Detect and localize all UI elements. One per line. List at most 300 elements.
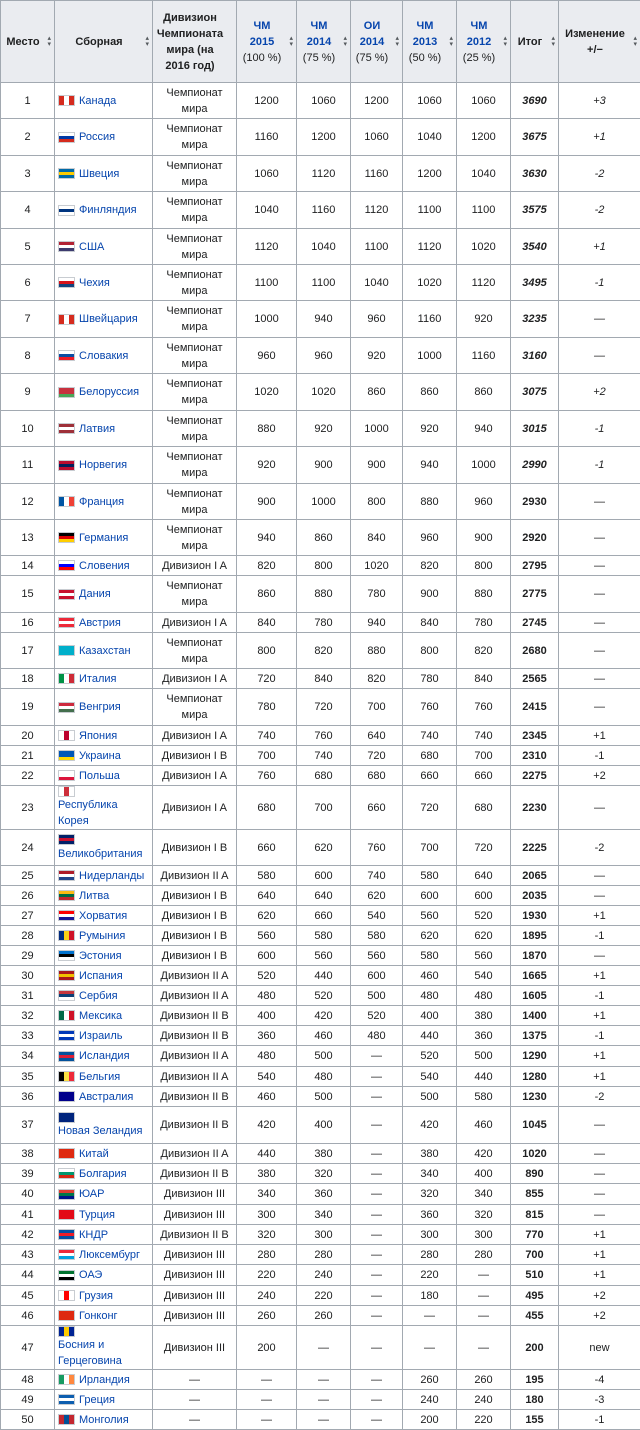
change-cell: -2 xyxy=(559,192,640,229)
og2014-cell: — xyxy=(351,1164,403,1184)
total-cell: 3630 xyxy=(511,156,559,192)
division-cell: Дивизион II A xyxy=(153,1046,237,1067)
team-link[interactable]: ОАЭ xyxy=(79,1267,102,1283)
og2014-cell: 880 xyxy=(351,633,403,669)
table-row xyxy=(1,1390,640,1410)
total-cell: 815 xyxy=(511,1205,559,1225)
table-row xyxy=(1,338,640,374)
team-link[interactable]: Австралия xyxy=(79,1089,133,1105)
team-link[interactable]: Республика Корея xyxy=(58,797,149,829)
wc2015-cell: 480 xyxy=(237,1046,297,1067)
wc2013-cell: 540 xyxy=(403,1067,457,1087)
division-cell: Дивизион II A xyxy=(153,966,237,986)
wc2015-cell: — xyxy=(237,1410,297,1430)
place-cell: 12 xyxy=(1,484,55,520)
header-wc2015[interactable]: ЧМ 2015 (100 %) ▴ ▾ xyxy=(237,1,297,83)
wc2014-cell: 800 xyxy=(297,556,351,576)
bulgaria-flag-icon xyxy=(58,1168,75,1179)
team-link[interactable]: Нидерланды xyxy=(79,868,144,884)
wc2015-cell: 240 xyxy=(237,1286,297,1306)
wc2012-cell: 800 xyxy=(457,556,511,576)
total-cell: 1400 xyxy=(511,1006,559,1026)
team-cell xyxy=(55,946,153,966)
team-cell xyxy=(55,926,153,946)
header-og2014[interactable]: ОИ 2014 (75 %) ▴ ▾ xyxy=(351,1,403,83)
total-cell: 510 xyxy=(511,1265,559,1286)
division-cell: Дивизион II B xyxy=(153,1164,237,1184)
team-cell xyxy=(55,1026,153,1046)
team-link[interactable]: Эстония xyxy=(79,948,122,964)
wc2012-cell: 860 xyxy=(457,374,511,411)
total-cell: 2990 xyxy=(511,447,559,484)
team-link[interactable]: Финляндия xyxy=(79,202,137,218)
wc2014-cell: 1100 xyxy=(297,265,351,301)
og2014-cell: 1000 xyxy=(351,411,403,447)
ireland-flag-icon xyxy=(58,1374,75,1385)
wc2013-cell: 960 xyxy=(403,520,457,556)
wc2012-cell: — xyxy=(457,1286,511,1306)
place-cell: 32 xyxy=(1,1006,55,1026)
place-cell: 38 xyxy=(1,1144,55,1164)
team-link[interactable]: Босния и Герцеговина xyxy=(58,1337,149,1369)
header-team[interactable]: Сборная ▴ ▾ xyxy=(55,1,153,83)
table-row xyxy=(1,374,640,411)
team-cell xyxy=(55,633,153,669)
total-cell: 890 xyxy=(511,1164,559,1184)
finland-flag-icon xyxy=(58,205,75,216)
wc2014-cell: 260 xyxy=(297,1306,351,1326)
wc2012-cell: 260 xyxy=(457,1370,511,1390)
team-link[interactable]: Канада xyxy=(79,93,116,109)
division-cell: Дивизион I B xyxy=(153,886,237,906)
place-cell: 29 xyxy=(1,946,55,966)
team-link[interactable]: Германия xyxy=(79,530,128,546)
change-cell: -2 xyxy=(559,1087,640,1107)
wc2012-cell: 1020 xyxy=(457,229,511,265)
wc2015-cell: 880 xyxy=(237,411,297,447)
change-cell: +1 xyxy=(559,119,640,156)
og2014-cell: 820 xyxy=(351,669,403,689)
table-row xyxy=(1,1026,640,1046)
place-cell: 11 xyxy=(1,447,55,484)
wc2013-cell: 240 xyxy=(403,1390,457,1410)
france-flag-icon xyxy=(58,496,75,507)
header-wc2015-weight: (100 %) xyxy=(240,50,284,66)
division-cell: Чемпионат мира xyxy=(153,119,237,156)
og2014-cell: — xyxy=(351,1184,403,1205)
wc2012-cell: 640 xyxy=(457,866,511,886)
og2014-cell: 560 xyxy=(351,946,403,966)
wc2013-cell: 800 xyxy=(403,633,457,669)
table-row xyxy=(1,1225,640,1245)
team-link[interactable]: Сербия xyxy=(79,988,118,1004)
wc2012-cell: 780 xyxy=(457,613,511,633)
wc2012-cell: 1060 xyxy=(457,83,511,119)
luxembourg-flag-icon xyxy=(58,1249,75,1260)
wc2013-cell: 460 xyxy=(403,966,457,986)
team-link[interactable]: Россия xyxy=(79,129,115,145)
team-link[interactable]: Хорватия xyxy=(79,908,127,924)
wc2015-cell: 860 xyxy=(237,576,297,613)
place-cell: 42 xyxy=(1,1225,55,1245)
division-cell: Чемпионат мира xyxy=(153,265,237,301)
team-link[interactable]: Гонконг xyxy=(79,1308,118,1324)
wc2013-cell: 1040 xyxy=(403,119,457,156)
total-cell: 195 xyxy=(511,1370,559,1390)
header-og2014-weight: (75 %) xyxy=(354,50,390,66)
wc2013-cell: 900 xyxy=(403,576,457,613)
total-cell: 3160 xyxy=(511,338,559,374)
division-cell: Дивизион II A xyxy=(153,1144,237,1164)
table-row xyxy=(1,265,640,301)
team-cell xyxy=(55,520,153,556)
wc2013-cell: 740 xyxy=(403,726,457,746)
change-cell: -2 xyxy=(559,156,640,192)
team-cell xyxy=(55,1265,153,1286)
wc2015-cell: 1000 xyxy=(237,301,297,338)
place-cell: 13 xyxy=(1,520,55,556)
place-cell: 1 xyxy=(1,83,55,119)
change-cell: +1 xyxy=(559,1265,640,1286)
header-wc2014[interactable]: ЧМ 2014 (75 %) ▴ ▾ xyxy=(297,1,351,83)
wc2012-cell: 520 xyxy=(457,906,511,926)
wc2015-cell: 220 xyxy=(237,1265,297,1286)
total-cell: 1045 xyxy=(511,1107,559,1144)
header-wc2013[interactable]: ЧМ 2013 (50 %) ▴ ▾ xyxy=(403,1,457,83)
wc2014-cell: 660 xyxy=(297,906,351,926)
division-cell: Дивизион I A xyxy=(153,613,237,633)
team-link[interactable]: Румыния xyxy=(79,928,125,944)
team-link[interactable]: Белоруссия xyxy=(79,384,139,400)
team-cell xyxy=(55,1006,153,1026)
austria-flag-icon xyxy=(58,617,75,628)
team-link[interactable]: Греция xyxy=(79,1392,115,1408)
wc2014-cell: — xyxy=(297,1410,351,1430)
table-row xyxy=(1,1087,640,1107)
team-link[interactable]: Словакия xyxy=(79,348,128,364)
place-cell: 40 xyxy=(1,1184,55,1205)
wc2013-cell: 680 xyxy=(403,746,457,766)
division-cell: Чемпионат мира xyxy=(153,156,237,192)
slovenia-flag-icon xyxy=(58,560,75,571)
place-cell: 2 xyxy=(1,119,55,156)
team-link[interactable]: Чехия xyxy=(79,275,110,291)
division-cell: Дивизион II B xyxy=(153,1006,237,1026)
team-cell xyxy=(55,1326,153,1370)
wc2013-cell: 560 xyxy=(403,906,457,926)
total-cell: 3075 xyxy=(511,374,559,411)
place-cell: 18 xyxy=(1,669,55,689)
place-cell: 6 xyxy=(1,265,55,301)
team-cell xyxy=(55,1286,153,1306)
og2014-cell: 760 xyxy=(351,830,403,866)
place-cell: 27 xyxy=(1,906,55,926)
team-link[interactable]: Австрия xyxy=(79,615,121,631)
usa-flag-icon xyxy=(58,241,75,252)
team-link[interactable]: Норвегия xyxy=(79,457,127,473)
change-cell: — xyxy=(559,338,640,374)
czech-flag-icon xyxy=(58,277,75,288)
division-cell: Чемпионат мира xyxy=(153,83,237,119)
wc2013-cell: 620 xyxy=(403,926,457,946)
header-wc2012[interactable]: ЧМ 2012 (25 %) ▴ ▾ xyxy=(457,1,511,83)
og2014-cell: 1100 xyxy=(351,229,403,265)
hongkong-flag-icon xyxy=(58,1310,75,1321)
division-cell: Чемпионат мира xyxy=(153,301,237,338)
wc2012-cell: 220 xyxy=(457,1410,511,1430)
team-link[interactable]: Венгрия xyxy=(79,699,121,715)
change-cell: — xyxy=(559,520,640,556)
change-cell: -1 xyxy=(559,1026,640,1046)
wc2012-cell: 1040 xyxy=(457,156,511,192)
wc2012-cell: 500 xyxy=(457,1046,511,1067)
team-link[interactable]: Китай xyxy=(79,1146,109,1162)
wc2015-cell: 600 xyxy=(237,946,297,966)
division-cell: Чемпионат мира xyxy=(153,576,237,613)
total-cell: 2065 xyxy=(511,866,559,886)
header-change[interactable]: Изменение +/− ▴ ▾ xyxy=(559,1,640,83)
table-row xyxy=(1,613,640,633)
division-cell: — xyxy=(153,1390,237,1410)
og2014-cell: — xyxy=(351,1205,403,1225)
team-link[interactable]: Болгария xyxy=(79,1166,127,1182)
change-cell: — xyxy=(559,484,640,520)
team-cell xyxy=(55,689,153,726)
table-row xyxy=(1,766,640,786)
wc2014-cell: 680 xyxy=(297,766,351,786)
team-link[interactable]: Люксембург xyxy=(79,1247,140,1263)
change-cell: -1 xyxy=(559,926,640,946)
division-cell: Дивизион III xyxy=(153,1245,237,1265)
change-cell: +2 xyxy=(559,1306,640,1326)
wc2012-cell: 460 xyxy=(457,1107,511,1144)
change-cell: — xyxy=(559,1205,640,1225)
place-cell: 16 xyxy=(1,613,55,633)
team-cell xyxy=(55,886,153,906)
total-cell: 1375 xyxy=(511,1026,559,1046)
team-link[interactable]: Израиль xyxy=(79,1028,122,1044)
table-row xyxy=(1,119,640,156)
wc2014-cell: 500 xyxy=(297,1046,351,1067)
team-link[interactable]: Монголия xyxy=(79,1412,129,1428)
team-link[interactable]: КНДР xyxy=(79,1227,108,1243)
croatia-flag-icon xyxy=(58,910,75,921)
wc2015-cell: 200 xyxy=(237,1326,297,1370)
team-link[interactable]: ЮАР xyxy=(79,1186,104,1202)
place-cell: 50 xyxy=(1,1410,55,1430)
team-link[interactable]: Дания xyxy=(79,586,111,602)
team-link[interactable]: США xyxy=(79,239,104,255)
wc2013-cell: 400 xyxy=(403,1006,457,1026)
table-row xyxy=(1,1286,640,1306)
wc2012-cell: 1100 xyxy=(457,192,511,229)
team-link[interactable]: Испания xyxy=(79,968,123,984)
table-row xyxy=(1,1184,640,1205)
division-cell: Дивизион I B xyxy=(153,946,237,966)
wc2015-cell: 560 xyxy=(237,926,297,946)
place-cell: 35 xyxy=(1,1067,55,1087)
division-cell: Дивизион III xyxy=(153,1184,237,1205)
wc2015-cell: 960 xyxy=(237,338,297,374)
total-cell: 1870 xyxy=(511,946,559,966)
place-cell: 4 xyxy=(1,192,55,229)
division-cell: Дивизион III xyxy=(153,1265,237,1286)
wc2012-cell: 580 xyxy=(457,1087,511,1107)
wc2012-cell: 480 xyxy=(457,986,511,1006)
australia-flag-icon xyxy=(58,1091,75,1102)
header-place[interactable]: Место ▴ ▾ xyxy=(1,1,55,83)
division-cell: Дивизион I B xyxy=(153,926,237,946)
total-cell: 2745 xyxy=(511,613,559,633)
og2014-cell: — xyxy=(351,1370,403,1390)
division-cell: Чемпионат мира xyxy=(153,447,237,484)
wc2012-cell: 620 xyxy=(457,926,511,946)
division-cell: Дивизион I B xyxy=(153,746,237,766)
wc2015-cell: 1120 xyxy=(237,229,297,265)
division-cell: Дивизион I A xyxy=(153,766,237,786)
place-cell: 48 xyxy=(1,1370,55,1390)
table-row xyxy=(1,1144,640,1164)
change-cell: — xyxy=(559,613,640,633)
change-cell: +1 xyxy=(559,906,640,926)
place-cell: 25 xyxy=(1,866,55,886)
team-cell xyxy=(55,726,153,746)
wc2014-cell: 220 xyxy=(297,1286,351,1306)
wc2012-cell: 680 xyxy=(457,786,511,830)
table-row xyxy=(1,576,640,613)
place-cell: 34 xyxy=(1,1046,55,1067)
team-link[interactable]: Швеция xyxy=(79,166,119,182)
team-link[interactable]: Мексика xyxy=(79,1008,122,1024)
place-cell: 49 xyxy=(1,1390,55,1410)
wc2012-cell: 760 xyxy=(457,689,511,726)
og2014-cell: — xyxy=(351,1107,403,1144)
division-cell: Дивизион II B xyxy=(153,1225,237,1245)
team-link[interactable]: Грузия xyxy=(79,1288,113,1304)
wc2014-cell: 380 xyxy=(297,1144,351,1164)
table-row xyxy=(1,986,640,1006)
header-total[interactable]: Итог ▴ ▾ xyxy=(511,1,559,83)
place-cell: 7 xyxy=(1,301,55,338)
og2014-cell: — xyxy=(351,1286,403,1306)
total-cell: 3235 xyxy=(511,301,559,338)
greece-flag-icon xyxy=(58,1394,75,1405)
wc2014-cell: 960 xyxy=(297,338,351,374)
team-cell xyxy=(55,613,153,633)
wc2015-cell: 1100 xyxy=(237,265,297,301)
team-link[interactable]: Турция xyxy=(79,1207,115,1223)
table-row xyxy=(1,1265,640,1286)
table-row xyxy=(1,746,640,766)
wc2015-cell: 420 xyxy=(237,1107,297,1144)
wc2013-cell: 580 xyxy=(403,866,457,886)
israel-flag-icon xyxy=(58,1030,75,1041)
division-cell: Дивизион II A xyxy=(153,986,237,1006)
division-cell: — xyxy=(153,1410,237,1430)
division-cell: Дивизион I A xyxy=(153,786,237,830)
wc2015-cell: 940 xyxy=(237,520,297,556)
team-link[interactable]: Украина xyxy=(79,748,121,764)
mongolia-flag-icon xyxy=(58,1414,75,1425)
netherlands-flag-icon xyxy=(58,870,75,881)
wc2015-cell: 660 xyxy=(237,830,297,866)
wc2012-cell: 660 xyxy=(457,766,511,786)
change-cell: — xyxy=(559,633,640,669)
team-link[interactable]: Латвия xyxy=(79,421,115,437)
team-link[interactable]: Швейцария xyxy=(79,311,138,327)
team-cell xyxy=(55,338,153,374)
wc2012-cell: 1200 xyxy=(457,119,511,156)
total-cell: 3015 xyxy=(511,411,559,447)
team-link[interactable]: Польша xyxy=(79,768,120,784)
division-cell: Чемпионат мира xyxy=(153,192,237,229)
wc2015-cell: 580 xyxy=(237,866,297,886)
team-cell xyxy=(55,986,153,1006)
wc2014-cell: — xyxy=(297,1370,351,1390)
header-wc2013-weight: (50 %) xyxy=(406,50,444,66)
total-cell: 495 xyxy=(511,1286,559,1306)
wc2012-cell: 1160 xyxy=(457,338,511,374)
team-link[interactable]: Бельгия xyxy=(79,1069,120,1085)
place-cell: 39 xyxy=(1,1164,55,1184)
og2014-cell: 620 xyxy=(351,886,403,906)
team-link[interactable]: Новая Зеландия xyxy=(58,1123,142,1139)
serbia-flag-icon xyxy=(58,990,75,1001)
total-cell: 155 xyxy=(511,1410,559,1430)
wc2014-cell: 900 xyxy=(297,447,351,484)
og2014-cell: 800 xyxy=(351,484,403,520)
place-cell: 8 xyxy=(1,338,55,374)
table-row xyxy=(1,1306,640,1326)
table-row xyxy=(1,830,640,866)
place-cell: 14 xyxy=(1,556,55,576)
wc2013-cell: 340 xyxy=(403,1164,457,1184)
team-link[interactable]: Ирландия xyxy=(79,1372,130,1388)
table-row xyxy=(1,906,640,926)
change-cell: -1 xyxy=(559,1410,640,1430)
team-link[interactable]: Япония xyxy=(79,728,117,744)
estonia-flag-icon xyxy=(58,950,75,961)
wc2013-cell: 1120 xyxy=(403,229,457,265)
team-cell xyxy=(55,301,153,338)
table-row xyxy=(1,1046,640,1067)
place-cell: 17 xyxy=(1,633,55,669)
wc2013-cell: 200 xyxy=(403,1410,457,1430)
team-link[interactable]: Исландия xyxy=(79,1048,130,1064)
wc2014-cell: 520 xyxy=(297,986,351,1006)
change-cell: — xyxy=(559,866,640,886)
wc2015-cell: 340 xyxy=(237,1184,297,1205)
team-link[interactable]: Италия xyxy=(79,671,116,687)
total-cell: 180 xyxy=(511,1390,559,1410)
table-row xyxy=(1,1067,640,1087)
wc2013-cell: 780 xyxy=(403,669,457,689)
team-link[interactable]: Франция xyxy=(79,494,124,510)
og2014-cell: — xyxy=(351,1265,403,1286)
team-cell xyxy=(55,119,153,156)
og2014-cell: 640 xyxy=(351,726,403,746)
team-link[interactable]: Казахстан xyxy=(79,643,131,659)
place-cell: 22 xyxy=(1,766,55,786)
team-link[interactable]: Великобритания xyxy=(58,846,142,862)
og2014-cell: 920 xyxy=(351,338,403,374)
team-cell xyxy=(55,229,153,265)
team-link[interactable]: Литва xyxy=(79,888,109,904)
wc2014-cell: 840 xyxy=(297,669,351,689)
total-cell: 1280 xyxy=(511,1067,559,1087)
total-cell: 2680 xyxy=(511,633,559,669)
team-link[interactable]: Словения xyxy=(79,558,130,574)
